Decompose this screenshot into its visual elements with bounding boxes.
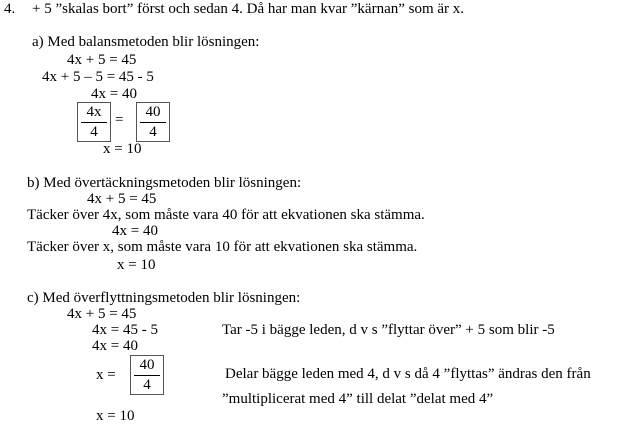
part-c-x-equals: x =	[96, 367, 116, 383]
part-b-cover-1: Täcker över 4x, som måste vara 40 för att ekvationen ska stämma.	[27, 207, 425, 223]
part-a-heading: a) Med balansmetoden blir lösningen:	[32, 34, 260, 50]
part-c-result: x = 10	[96, 408, 135, 424]
fraction-numerator: 4x	[86, 103, 102, 120]
part-c-line-1: 4x + 5 = 45	[67, 306, 137, 322]
part-a-fraction-left	[77, 102, 111, 142]
part-c-heading: c) Med överflyttningsmetoden blir lösningen:	[27, 290, 301, 306]
part-c-fraction	[130, 355, 164, 395]
fraction-numerator: 40	[139, 356, 155, 373]
problem-number: 4.	[4, 1, 16, 17]
fraction-bar	[134, 375, 160, 376]
fraction-denominator: 4	[149, 123, 157, 140]
part-a-line-1: 4x + 5 = 45	[67, 52, 137, 68]
part-a-line-2: 4x + 5 – 5 = 45 - 5	[42, 69, 154, 85]
part-a-result: x = 10	[103, 141, 142, 157]
part-c-line-3: 4x = 40	[92, 338, 138, 354]
part-b-line-2: 4x = 40	[112, 223, 158, 239]
fraction-bar	[81, 122, 107, 123]
part-b-heading: b) Med övertäckningsmetoden blir lösningen:	[27, 175, 302, 191]
part-a-fraction-right	[136, 102, 170, 142]
fraction-bar	[140, 122, 166, 123]
part-b-line-1: 4x + 5 = 45	[87, 191, 157, 207]
intro-text: + 5 ”skalas bort” först och sedan 4. Då har man kvar ”kärnan” som är x.	[32, 1, 465, 17]
part-a-line-3: 4x = 40	[91, 86, 137, 102]
fraction-denominator: 4	[143, 376, 151, 393]
part-c-line-2: 4x = 45 - 5	[92, 322, 158, 338]
fraction-numerator: 40	[145, 103, 161, 120]
part-c-note-1: Tar -5 i bägge leden, d v s ”flyttar över” + 5 som blir -5	[222, 322, 555, 338]
part-b-cover-2: Täcker över x, som måste vara 10 för att ekvationen ska stämma.	[27, 239, 418, 255]
part-c-note-2a: Delar bägge leden med 4, d v s då 4 ”flyttas” ändras den från	[225, 366, 591, 382]
part-c-note-2b: ”multiplicerat med 4” till delat ”delat med 4”	[222, 391, 494, 407]
part-b-result: x = 10	[117, 257, 156, 273]
part-a-equals-sign: =	[115, 112, 124, 128]
fraction-denominator: 4	[90, 123, 98, 140]
